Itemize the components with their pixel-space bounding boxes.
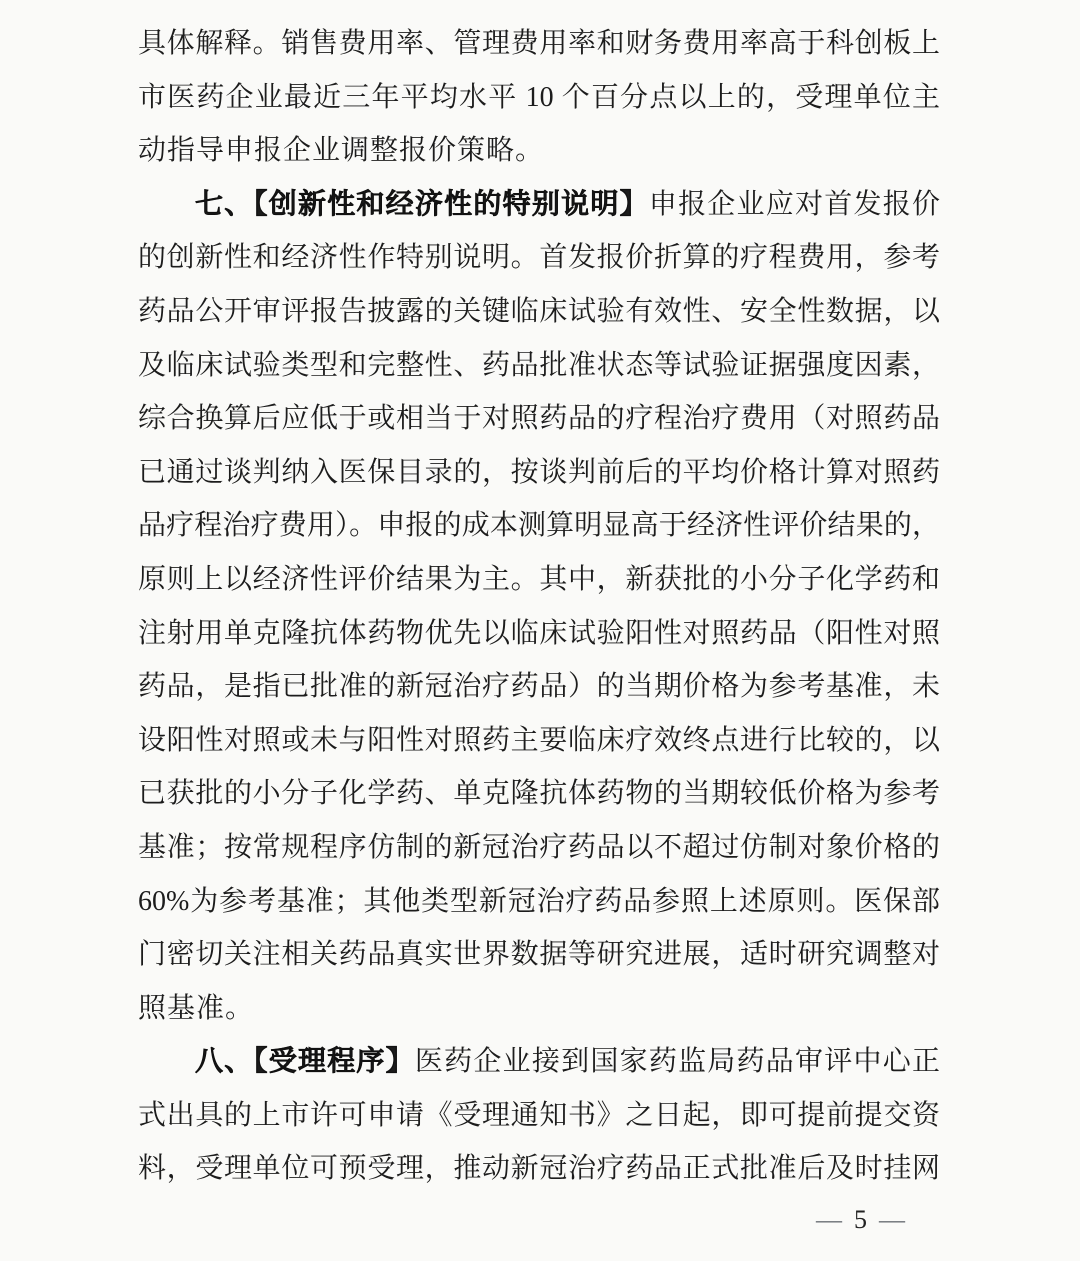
text-line [138,1089,940,1143]
line-text: 市医药企业最近三年平均水平 10 个百分点以上的，受理单位主 [138,81,940,113]
line-text: 基准；按常规程序仿制的新冠治疗药品以不超过仿制对象价格的 [138,831,940,863]
text-line [138,607,940,661]
page-number-left-dash: — [816,1205,842,1234]
line-text: 药品，是指已批准的新冠治疗药品）的当期价格为参考基准，未 [138,671,940,703]
line-text: 原则上以经济性评价结果为主。其中，新获批的小分子化学药和 [138,563,940,595]
text-line [138,714,940,768]
line-text: 及临床试验类型和完整性、药品批准状态等试验证据强度因素， [138,349,940,381]
text-line [138,446,940,500]
line-text: 注射用单克隆抗体药物优先以临床试验阳性对照药品（阳性对照 [138,617,940,649]
text-line [138,1142,940,1196]
text-line [138,124,940,178]
text-line [138,928,940,982]
text-line [138,875,940,929]
line-text: 已获批的小分子化学药、单克隆抗体药物的当期较低价格为参考 [138,778,940,810]
text-line [138,17,940,71]
line-text: 申报企业应对首发报价 [648,188,940,220]
page-number-value: 5 [854,1205,867,1234]
page-number [804,1205,917,1235]
line-text: 式出具的上市许可申请《受理通知书》之日起，即可提前提交资 [138,1099,940,1131]
line-text: 的创新性和经济性作特别说明。首发报价折算的疗程费用，参考 [138,242,940,274]
text-line [138,767,940,821]
text-line [138,285,940,339]
section-title: 七、【创新性和经济性的特别说明】 [195,188,649,220]
text-line [138,821,940,875]
paragraph-heading-line [138,1035,940,1089]
text-line [138,339,940,393]
line-text: 料，受理单位可预受理，推动新冠治疗药品正式批准后及时挂网 [138,1153,940,1185]
text-line [138,71,940,125]
text-line [138,660,940,714]
text-line [138,392,940,446]
line-text: 门密切关注相关药品真实世界数据等研究进展，适时研究调整对 [138,939,940,971]
line-text: 医药企业接到国家药监局药品审评中心正 [414,1046,940,1078]
text-line [138,499,940,553]
page-number-right-dash: — [879,1205,905,1234]
line-text: 照基准。 [138,992,255,1024]
section-title: 八、【受理程序】 [195,1046,415,1078]
line-text: 60%为参考基准；其他类型新冠治疗药品参照上述原则。医保部 [138,885,940,917]
document-body [138,17,940,1196]
line-text: 具体解释。销售费用率、管理费用率和财务费用率高于科创板上 [138,28,940,59]
text-line [138,982,940,1036]
line-text: 设阳性对照或未与阳性对照药主要临床疗效终点进行比较的，以 [138,724,940,756]
line-text: 已通过谈判纳入医保目录的，按谈判前后的平均价格计算对照药 [138,456,940,488]
line-text: 动指导申报企业调整报价策略。 [138,135,545,167]
text-line [138,553,940,607]
paragraph-heading-line [138,178,940,232]
line-text: 药品公开审评报告披露的关键临床试验有效性、安全性数据，以 [138,295,940,327]
text-line [138,231,940,285]
line-text: 品疗程治疗费用）。申报的成本测算明显高于经济性评价结果的， [138,510,940,542]
line-text: 综合换算后应低于或相当于对照药品的疗程治疗费用（对照药品 [138,403,940,435]
